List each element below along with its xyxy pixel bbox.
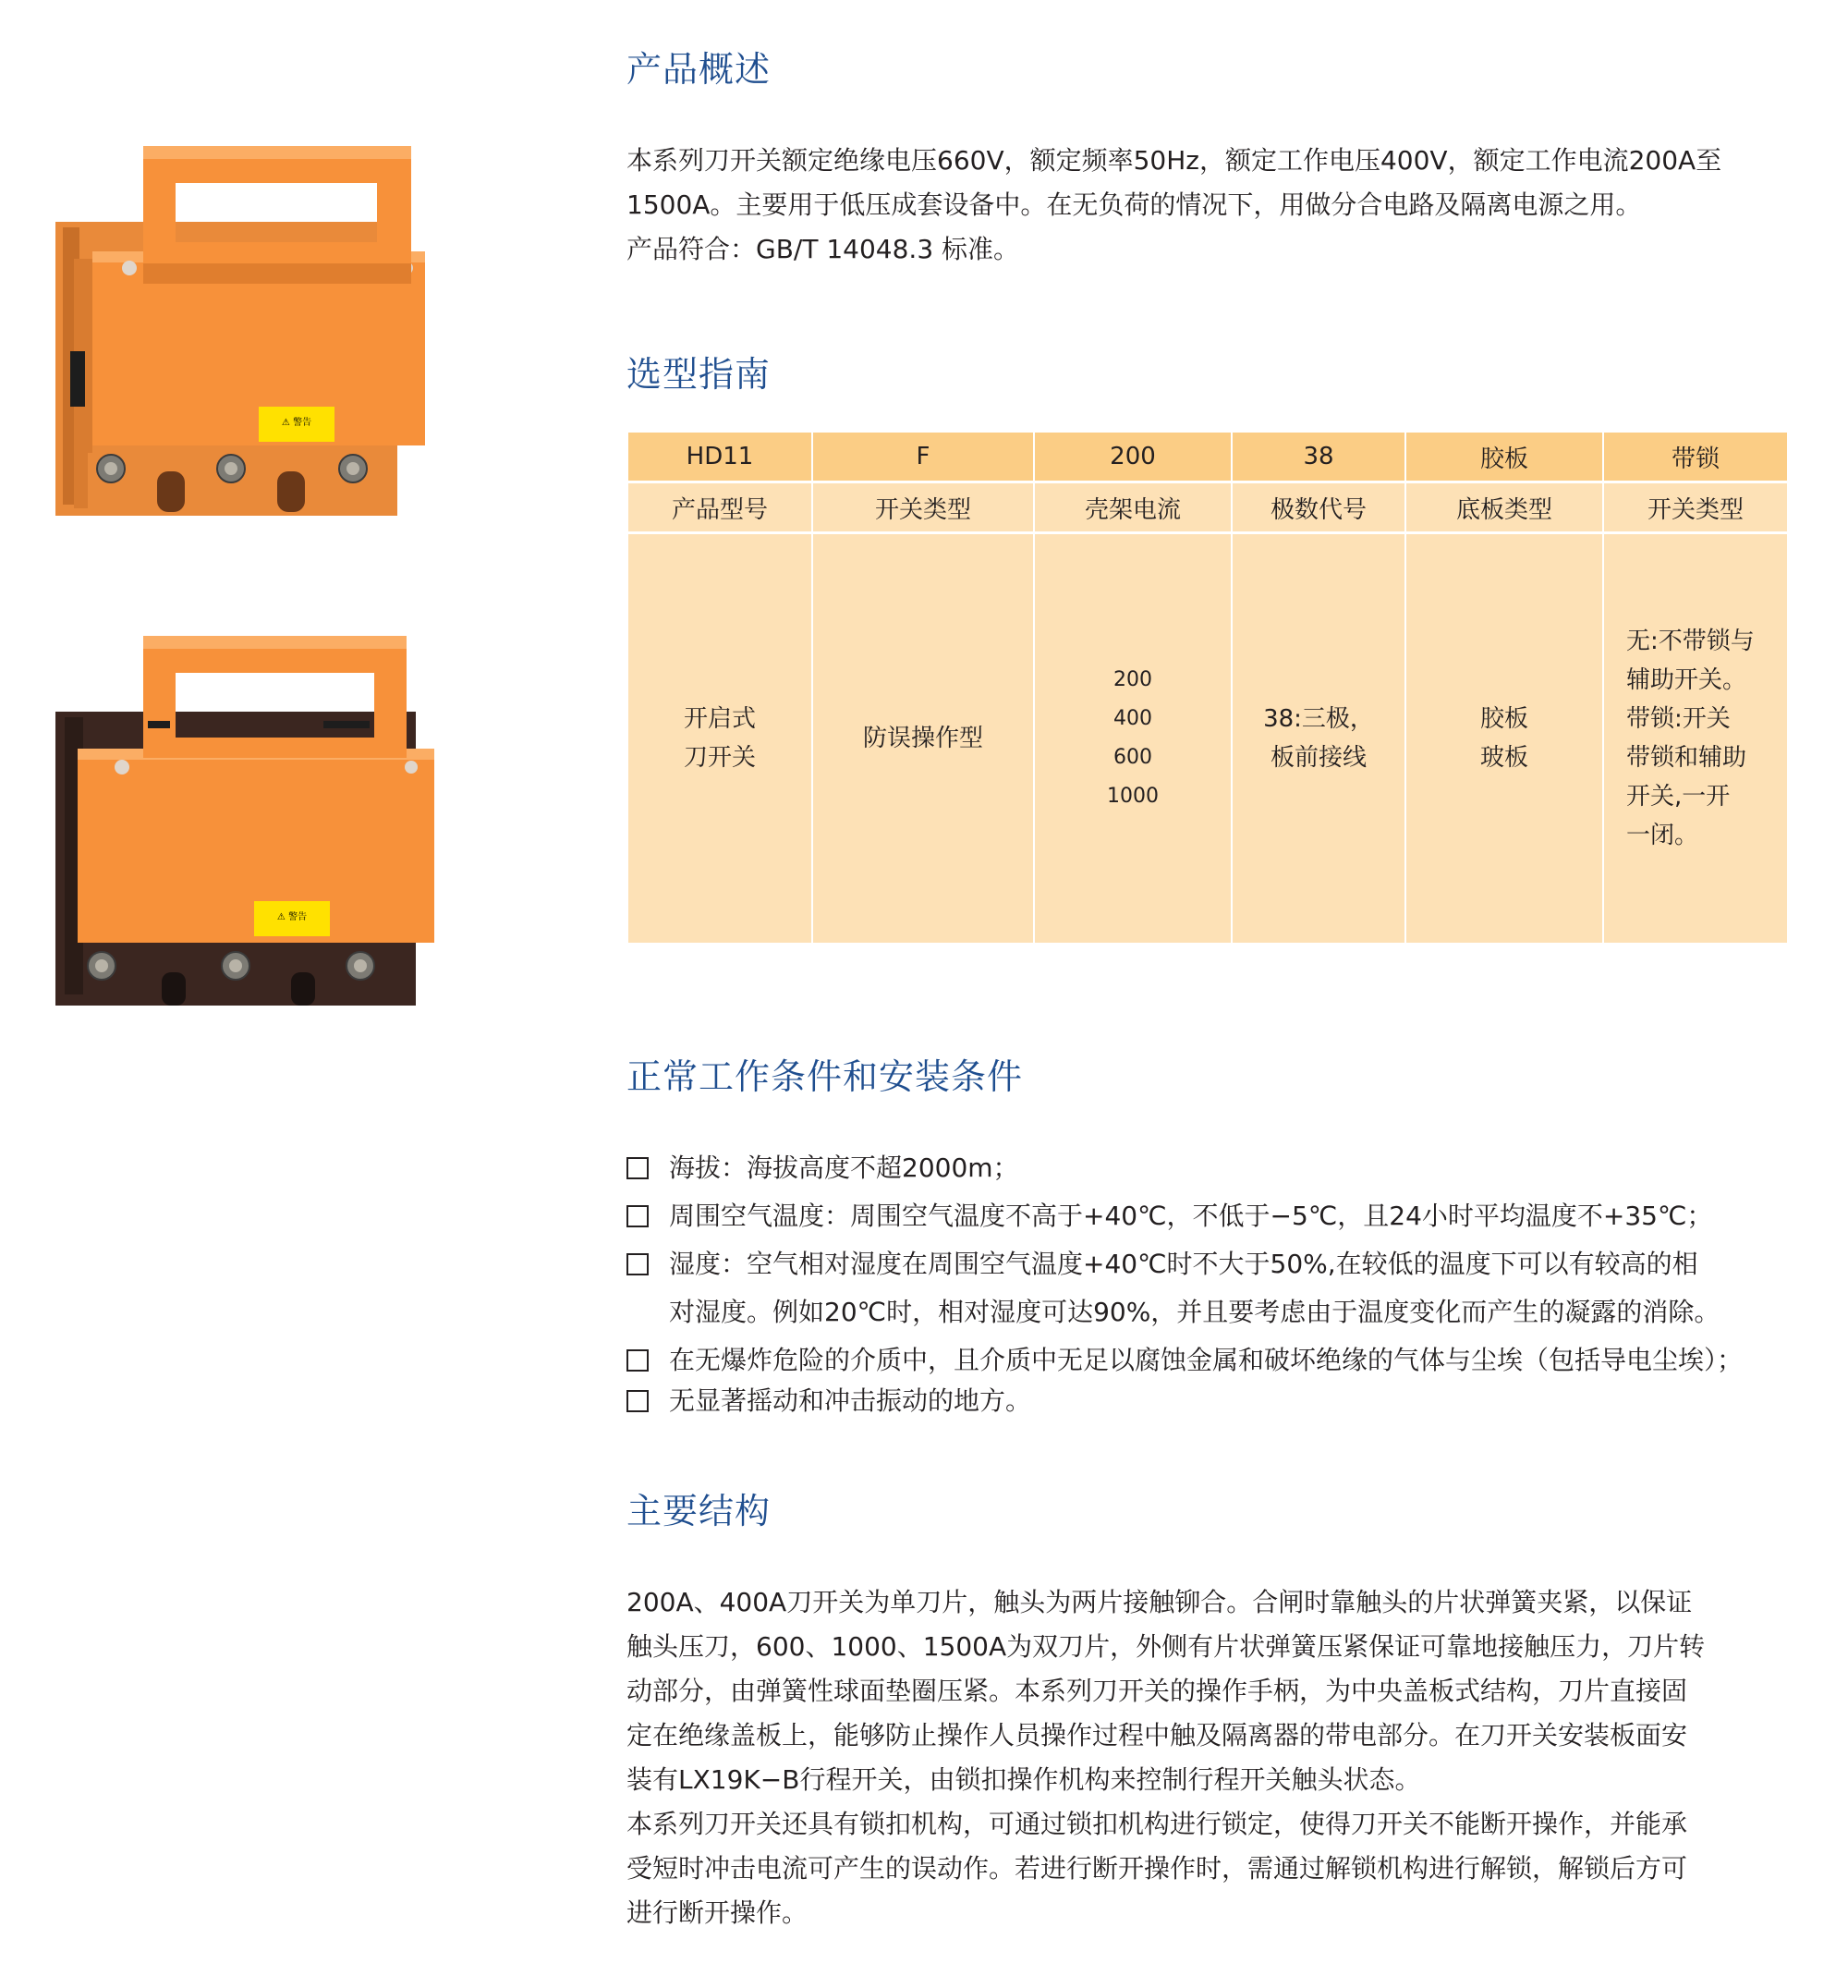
- detail-model: [627, 533, 812, 944]
- condition-text: 湿度：空气相对湿度在周围空气温度+40℃时不大于50%,在较低的温度下可以有较高的相: [669, 1249, 1698, 1279]
- checkbox-icon: [626, 1157, 649, 1179]
- detail-poles: [1232, 533, 1405, 944]
- checkbox-icon: [626, 1205, 649, 1227]
- label-cell: 产品型号: [627, 482, 812, 533]
- detail-line: 胶板: [1479, 705, 1528, 733]
- overview-text: [626, 139, 1721, 272]
- code-row: [627, 433, 1788, 482]
- structure-line: 定在绝缘盖板上，能够防止操作人员操作过程中触及隔离器的带电部分。在刀开关安装板面安: [626, 1720, 1688, 1750]
- label-cell: 极数代号: [1232, 482, 1405, 533]
- condition-text: 无显著摇动和冲击振动的地方。: [669, 1385, 1032, 1416]
- checkbox-icon: [626, 1349, 649, 1372]
- detail-line: 带锁和辅助: [1626, 744, 1747, 772]
- label-cell: 开关类型: [812, 482, 1034, 533]
- detail-line: 板前接线: [1270, 744, 1367, 772]
- structure-line: 进行断开操作。: [626, 1897, 808, 1928]
- condition-text: 对湿度。例如20℃时，相对湿度可达90%，并且要考虑由于温度变化而产生的凝露的消除。: [669, 1297, 1720, 1327]
- detail-line: 无:不带锁与: [1626, 628, 1755, 655]
- detail-currents: [1034, 533, 1232, 944]
- detail-board: [1405, 533, 1603, 944]
- structure-line: 装有LX19K−B行程开关，由锁扣操作机构来控制行程开关触头状态。: [626, 1764, 1421, 1795]
- structure-line: 受短时冲击电流可产生的误动作。若进行断开操作时，需通过解锁机构进行解锁，解锁后方可: [626, 1853, 1688, 1884]
- detail-line: 带锁:开关: [1626, 705, 1731, 733]
- overview-line: 1500A。主要用于低压成套设备中。在无负荷的情况下，用做分合电路及隔离电源之用。: [626, 189, 1642, 220]
- overview-line: 产品符合：GB/T 14048.3 标准。: [626, 234, 1020, 264]
- code-cell: HD11: [627, 433, 812, 482]
- structure-heading: 主要结构: [626, 1491, 772, 1531]
- detail-line: 辅助开关。: [1626, 666, 1747, 694]
- structure-line: 触头压刀，600、1000、1500A为双刀片，外侧有片状弹簧压紧保证可靠地接触压力，刀片转: [626, 1631, 1706, 1662]
- detail-line: 防误操作型: [862, 725, 983, 752]
- detail-lock: [1603, 533, 1788, 944]
- detail-line: 一闭。: [1626, 822, 1699, 849]
- selection-heading: 选型指南: [626, 354, 772, 395]
- svg-text:⚠ 警告: ⚠ 警告: [276, 912, 308, 922]
- code-cell: F: [812, 433, 1034, 482]
- label-row: [627, 482, 1788, 533]
- condition-text: 周围空气温度：周围空气温度不高于+40℃，不低于−5℃，且24小时平均温度不+35℃；: [669, 1201, 1713, 1231]
- overview-heading: 产品概述: [626, 49, 772, 90]
- detail-line: 刀开关: [683, 744, 756, 772]
- label-cell: 壳架电流: [1034, 482, 1232, 533]
- label-cell: 开关类型: [1603, 482, 1788, 533]
- detail-line: 玻板: [1479, 744, 1528, 772]
- detail-line: 开关,一开: [1626, 783, 1731, 811]
- label-cell: 底板类型: [1405, 482, 1603, 533]
- checkbox-icon: [626, 1390, 649, 1412]
- current-value: 1000: [1107, 785, 1159, 808]
- condition-text: 海拔：海拔高度不超2000m；: [669, 1153, 1019, 1183]
- overview-line: 本系列刀开关额定绝缘电压660V，额定频率50Hz，额定工作电压400V，额定工作电流200A至: [626, 145, 1722, 176]
- structure-text: [626, 1580, 1705, 1935]
- detail-row: [627, 533, 1788, 944]
- conditions-heading: 正常工作条件和安装条件: [626, 1056, 1024, 1097]
- structure-line: 200A、400A刀开关为单刀片，触头为两片接触铆合。合闸时靠触头的片状弹簧夹紧，以保证: [626, 1587, 1693, 1617]
- product-image-2: [55, 628, 444, 1017]
- code-cell: 38: [1232, 433, 1405, 482]
- current-value: 200: [1113, 668, 1152, 691]
- structure-line: 本系列刀开关还具有锁扣机构，可通过锁扣机构进行锁定，使得刀开关不能断开操作，并能承: [626, 1809, 1688, 1839]
- current-value: 600: [1113, 746, 1152, 769]
- code-cell: 200: [1034, 433, 1232, 482]
- condition-text: 在无爆炸危险的介质中，且介质中无足以腐蚀金属和破坏绝缘的气体与尘埃（包括导电尘埃）；: [669, 1345, 1744, 1375]
- code-cell: 带锁: [1603, 433, 1788, 482]
- selection-table: [626, 433, 1789, 943]
- detail-line: 38:三极，: [1263, 705, 1374, 733]
- detail-line: 开启式: [683, 705, 756, 733]
- product-image-1: [55, 139, 444, 518]
- current-value: 400: [1113, 707, 1152, 730]
- checkbox-icon: [626, 1253, 649, 1275]
- svg-text:⚠ 警告: ⚠ 警告: [281, 418, 312, 428]
- detail-type: [812, 533, 1034, 944]
- code-cell: 胶板: [1405, 433, 1603, 482]
- structure-line: 动部分，由弹簧性球面垫圈压紧。本系列刀开关的操作手柄，为中央盖板式结构，刀片直接固: [626, 1676, 1688, 1706]
